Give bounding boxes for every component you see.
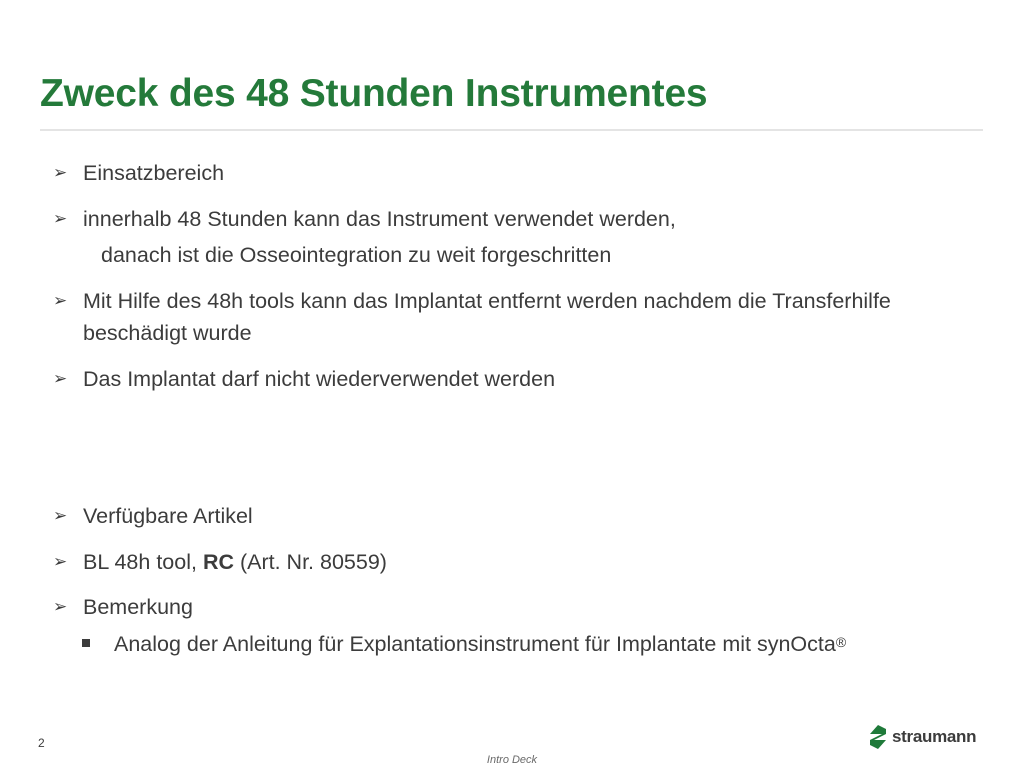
arrow-bullet-icon: ➢ bbox=[53, 291, 68, 310]
arrow-bullet-icon: ➢ bbox=[53, 369, 68, 388]
bullet-text: Einsatzbereich bbox=[83, 161, 225, 185]
sub-bullet-text bbox=[114, 628, 846, 660]
bullet-text: Verfügbare Artikel bbox=[83, 504, 253, 528]
straumann-logo bbox=[868, 724, 976, 750]
bullet-text: Bemerkung bbox=[83, 595, 193, 619]
logo-text: straumann bbox=[892, 727, 977, 746]
article-prefix: BL 48h tool, bbox=[83, 550, 203, 574]
arrow-bullet-icon: ➢ bbox=[53, 506, 68, 525]
article-size: RC bbox=[202, 550, 234, 574]
arrow-bullet-icon: ➢ bbox=[53, 209, 68, 228]
arrow-bullet-icon: ➢ bbox=[53, 597, 68, 616]
page-number: 2 bbox=[38, 736, 45, 750]
bullet-text: Mit Hilfe des 48h tools kann das Implantat entfernt werden nachdem die Transferhilfe bbox=[83, 289, 891, 313]
arrow-bullet-icon: ➢ bbox=[53, 163, 68, 182]
article-number: (Art. Nr. 80559) bbox=[234, 550, 387, 574]
straumann-logo-mark-icon bbox=[868, 724, 888, 750]
footer-label: Intro Deck bbox=[486, 754, 538, 766]
bullet-continuation: danach ist die Osseointegration zu weit forgeschritten bbox=[101, 243, 612, 267]
bullet-text bbox=[83, 546, 387, 578]
slide-title: Zweck des 48 Stunden Instrumentes bbox=[40, 72, 708, 115]
bullet-text: Das Implantat darf nicht wiederverwendet werden bbox=[83, 367, 556, 391]
bullet-text: innerhalb 48 Stunden kann das Instrument verwendet werden, bbox=[83, 207, 676, 231]
arrow-bullet-icon: ➢ bbox=[53, 552, 68, 571]
sub-bullet-main: Analog der Anleitung für Explantationsinstrument für Implantate mit synOcta bbox=[114, 632, 836, 656]
bullet-continuation: beschädigt wurde bbox=[83, 321, 252, 345]
square-bullet-icon bbox=[82, 639, 90, 647]
registered-mark: ® bbox=[835, 634, 847, 650]
